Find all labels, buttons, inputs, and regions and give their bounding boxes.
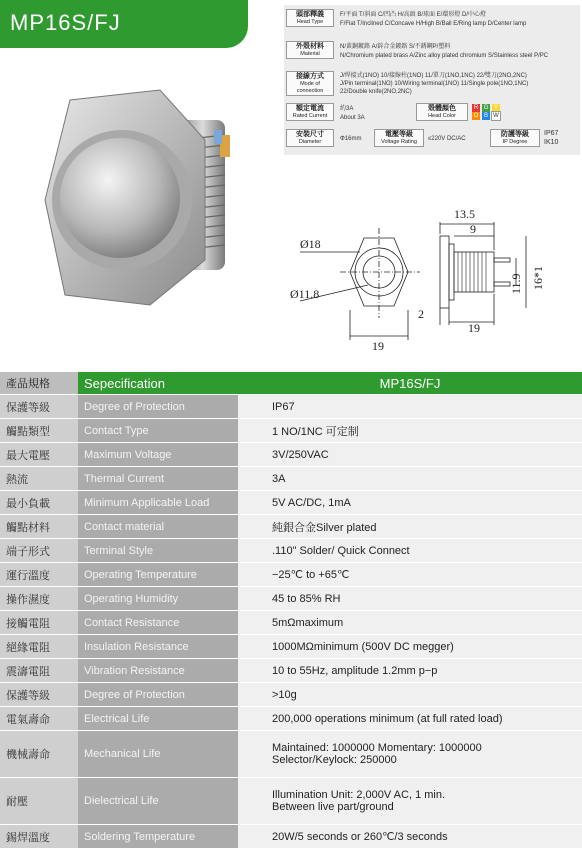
spec-name-en: Contact Type [78,419,238,443]
dim-w9: 9 [470,222,476,236]
spec-row [0,419,582,443]
spec-name-en: Vibration Resistance [78,659,238,683]
material-text: N/黃銅鍍鉻 A/鋅合金鍍鉻 S/不銹鋼P/塑料 [340,44,451,50]
spec-table [0,372,582,849]
spec-value-line: −25℃ to +65℃ [272,569,350,581]
diameter-row [284,129,580,151]
spec-name-zh: 運行溫度 [0,563,78,587]
spec-name-en: Insulation Resistance [78,635,238,659]
spec-row [0,443,582,467]
spec-name-zh: 保護等級 [0,395,78,419]
current-row [284,103,580,125]
spec-value [238,515,582,539]
dim-w2: 2 [418,307,424,321]
spec-panel [284,5,580,155]
product-header [0,0,582,365]
spec-name-zh: 端子形式 [0,539,78,563]
spec-name-en: Electrical Life [78,707,238,731]
current-text-en: About 3A [340,115,365,121]
spec-value [238,731,582,778]
ik-text: IK10 [544,139,559,146]
spec-name-en: Thermal Current [78,467,238,491]
spec-row [0,659,582,683]
spec-name-zh: 絕緣電阻 [0,635,78,659]
material-label: 外殼材料 Material [286,41,334,59]
model-title: MP16S/FJ [10,10,121,35]
connection-text: J/焊接式(1NO) 10/接線柱(1NO) 11/單刀(1NO,1NC) 22/雙刀(2NO,2NC) [340,73,527,79]
spec-value [238,539,582,563]
spec-value-line: 純銀合金Silver plated [272,521,377,534]
spec-value-line: .110" Solder/ Quick Connect [272,544,410,557]
header-zh: 產品規格 [0,372,78,395]
spec-name-zh: 觸點類型 [0,419,78,443]
material-text-en: N/Chromium plated brass A/Zinc alloy plated chromium S/Stainless steel P/PC [340,53,549,59]
head-color-label: 殼體顏色 Head Color [416,103,468,121]
spec-name-zh: 最大電壓 [0,443,78,467]
connection-label: 接線方式 Mode of connection [286,71,334,96]
spec-value-line: 200,000 operations minimum (at full rated load) [272,712,503,725]
color-swatch: W [493,113,499,119]
spec-row [0,395,582,419]
spec-value-line: 1 NO/1NC 可定制 [272,425,359,438]
header-en: Sepecification [78,372,238,395]
voltage-text: ≤220V DC/AC [428,136,466,142]
material-row [284,41,580,67]
spec-value [238,635,582,659]
color-swatch: R [473,105,479,111]
header-value: MP16S/FJ [238,372,582,395]
spec-value [238,491,582,515]
spec-value-line: 3A [272,472,286,485]
spec-name-zh: 電氣壽命 [0,707,78,731]
spec-name-zh: 熱流 [0,467,78,491]
dim-w19b: 19 [468,321,480,335]
spec-value [238,563,582,587]
color-swatch: Y [493,105,498,111]
head-type-row [284,9,580,37]
spec-value-line: >10g [272,688,297,701]
spec-name-zh: 震濤電阻 [0,659,78,683]
dim-h161: 16*1 [531,266,545,290]
spec-row [0,611,582,635]
diameter-text: Φ16mm [340,136,362,142]
spec-name-zh: 觸點材料 [0,515,78,539]
spec-value-line: 45 to 85% RH [272,592,341,605]
spec-name-zh: 機械壽命 [0,731,78,778]
spec-name-en: Degree of Protection [78,395,238,419]
spec-table-header [0,372,582,395]
spec-value-line: 5V AC/DC, 1mA [272,496,351,509]
spec-name-zh: 錫焊溫度 [0,825,78,849]
spec-value [238,611,582,635]
spec-row [0,491,582,515]
spec-name-en: Mechanical Life [78,731,238,778]
voltage-label: 電壓等級 Voltage Rating [374,129,424,147]
spec-row [0,467,582,491]
spec-name-en: Operating Temperature [78,563,238,587]
spec-name-zh: 接觸電阻 [0,611,78,635]
spec-value [238,659,582,683]
connection-text-en: J/Pin terminal(1NO) 10/Wiring terminal(1NO) 11/Single pole(1NO,1NC) [340,81,529,87]
dimension-drawing [290,200,580,360]
ip-text: IP67 [544,130,559,137]
current-text: 約3A [340,106,354,112]
spec-value [238,443,582,467]
spec-value [238,587,582,611]
connection-row [284,71,580,101]
color-swatch: G [483,105,489,111]
spec-name-en: Maximum Voltage [78,443,238,467]
spec-value [238,683,582,707]
dim-w135: 13.5 [454,207,475,221]
spec-value-line: IP67 [272,400,295,413]
spec-name-en: Terminal Style [78,539,238,563]
spec-value-line: 1000MΩminimum (500V DC megger) [272,640,454,653]
spec-value [238,467,582,491]
spec-value-line: 5mΩmaximum [272,616,344,629]
model-title-tab [0,0,248,48]
spec-value [238,419,582,443]
spec-name-en: Dielectrical Life [78,778,238,825]
spec-row [0,635,582,659]
dim-d18: Ø18 [300,237,321,251]
spec-value-line: Selector/Keylock: 250000 [272,754,397,766]
spec-row [0,683,582,707]
spec-row [0,539,582,563]
spec-name-en: Minimum Applicable Load [78,491,238,515]
spec-row [0,515,582,539]
dim-d118: Ø11.8 [290,287,320,301]
spec-value-line: Maintained: 1000000 Momentary: 1000000 [272,742,482,754]
spec-value-line: Between live part/ground [272,801,394,813]
spec-value [238,778,582,825]
spec-name-zh: 最小負載 [0,491,78,515]
spec-name-zh: 操作濕度 [0,587,78,611]
spec-value-line: 3V/250VAC [272,448,329,461]
current-label: 額定電流 Rated Current [286,103,334,121]
spec-name-zh: 耐壓 [0,778,78,825]
spec-value-line: 10 to 55Hz, amplitude 1.2mm p−p [272,664,438,677]
color-swatch: O [473,113,479,119]
spec-name-en: Operating Humidity [78,587,238,611]
spec-name-en: Contact Resistance [78,611,238,635]
diameter-label: 安裝尺寸 Diameter [286,129,334,147]
dim-h119: 11.9 [509,273,523,294]
head-color-swatches [472,104,512,120]
spec-row [0,731,582,778]
connection-text-en2: 22/Double knife(2NO,2NC) [340,89,412,95]
product-photo [40,80,250,310]
spec-row [0,707,582,731]
spec-value [238,707,582,731]
head-type-text: F/平面 T/斜面 C/凹凸 H/高頭 B/球面 E/環形燈 D/中心燈 [340,12,487,18]
ip-label: 防護等級 IP Degree [490,129,540,147]
dim-w19: 19 [372,339,384,353]
spec-name-zh: 保護等級 [0,683,78,707]
spec-row [0,563,582,587]
head-type-text-en: F/Flat T/Inclined C/Concave H/High B/Ball E/Ring lamp D/Center lamp [340,21,527,27]
spec-value-line: 20W/5 seconds or 260℃/3 seconds [272,831,448,843]
spec-row [0,778,582,825]
spec-value-line: Illumination Unit: 2,000V AC, 1 min. [272,789,446,801]
color-swatch: B [483,113,488,119]
spec-name-en: Contact material [78,515,238,539]
spec-name-en: Degree of Protection [78,683,238,707]
spec-value [238,395,582,419]
spec-row [0,587,582,611]
spec-name-en: Soldering Temperature [78,825,238,849]
head-type-label: 頭部釋義 Head Type [286,9,334,27]
